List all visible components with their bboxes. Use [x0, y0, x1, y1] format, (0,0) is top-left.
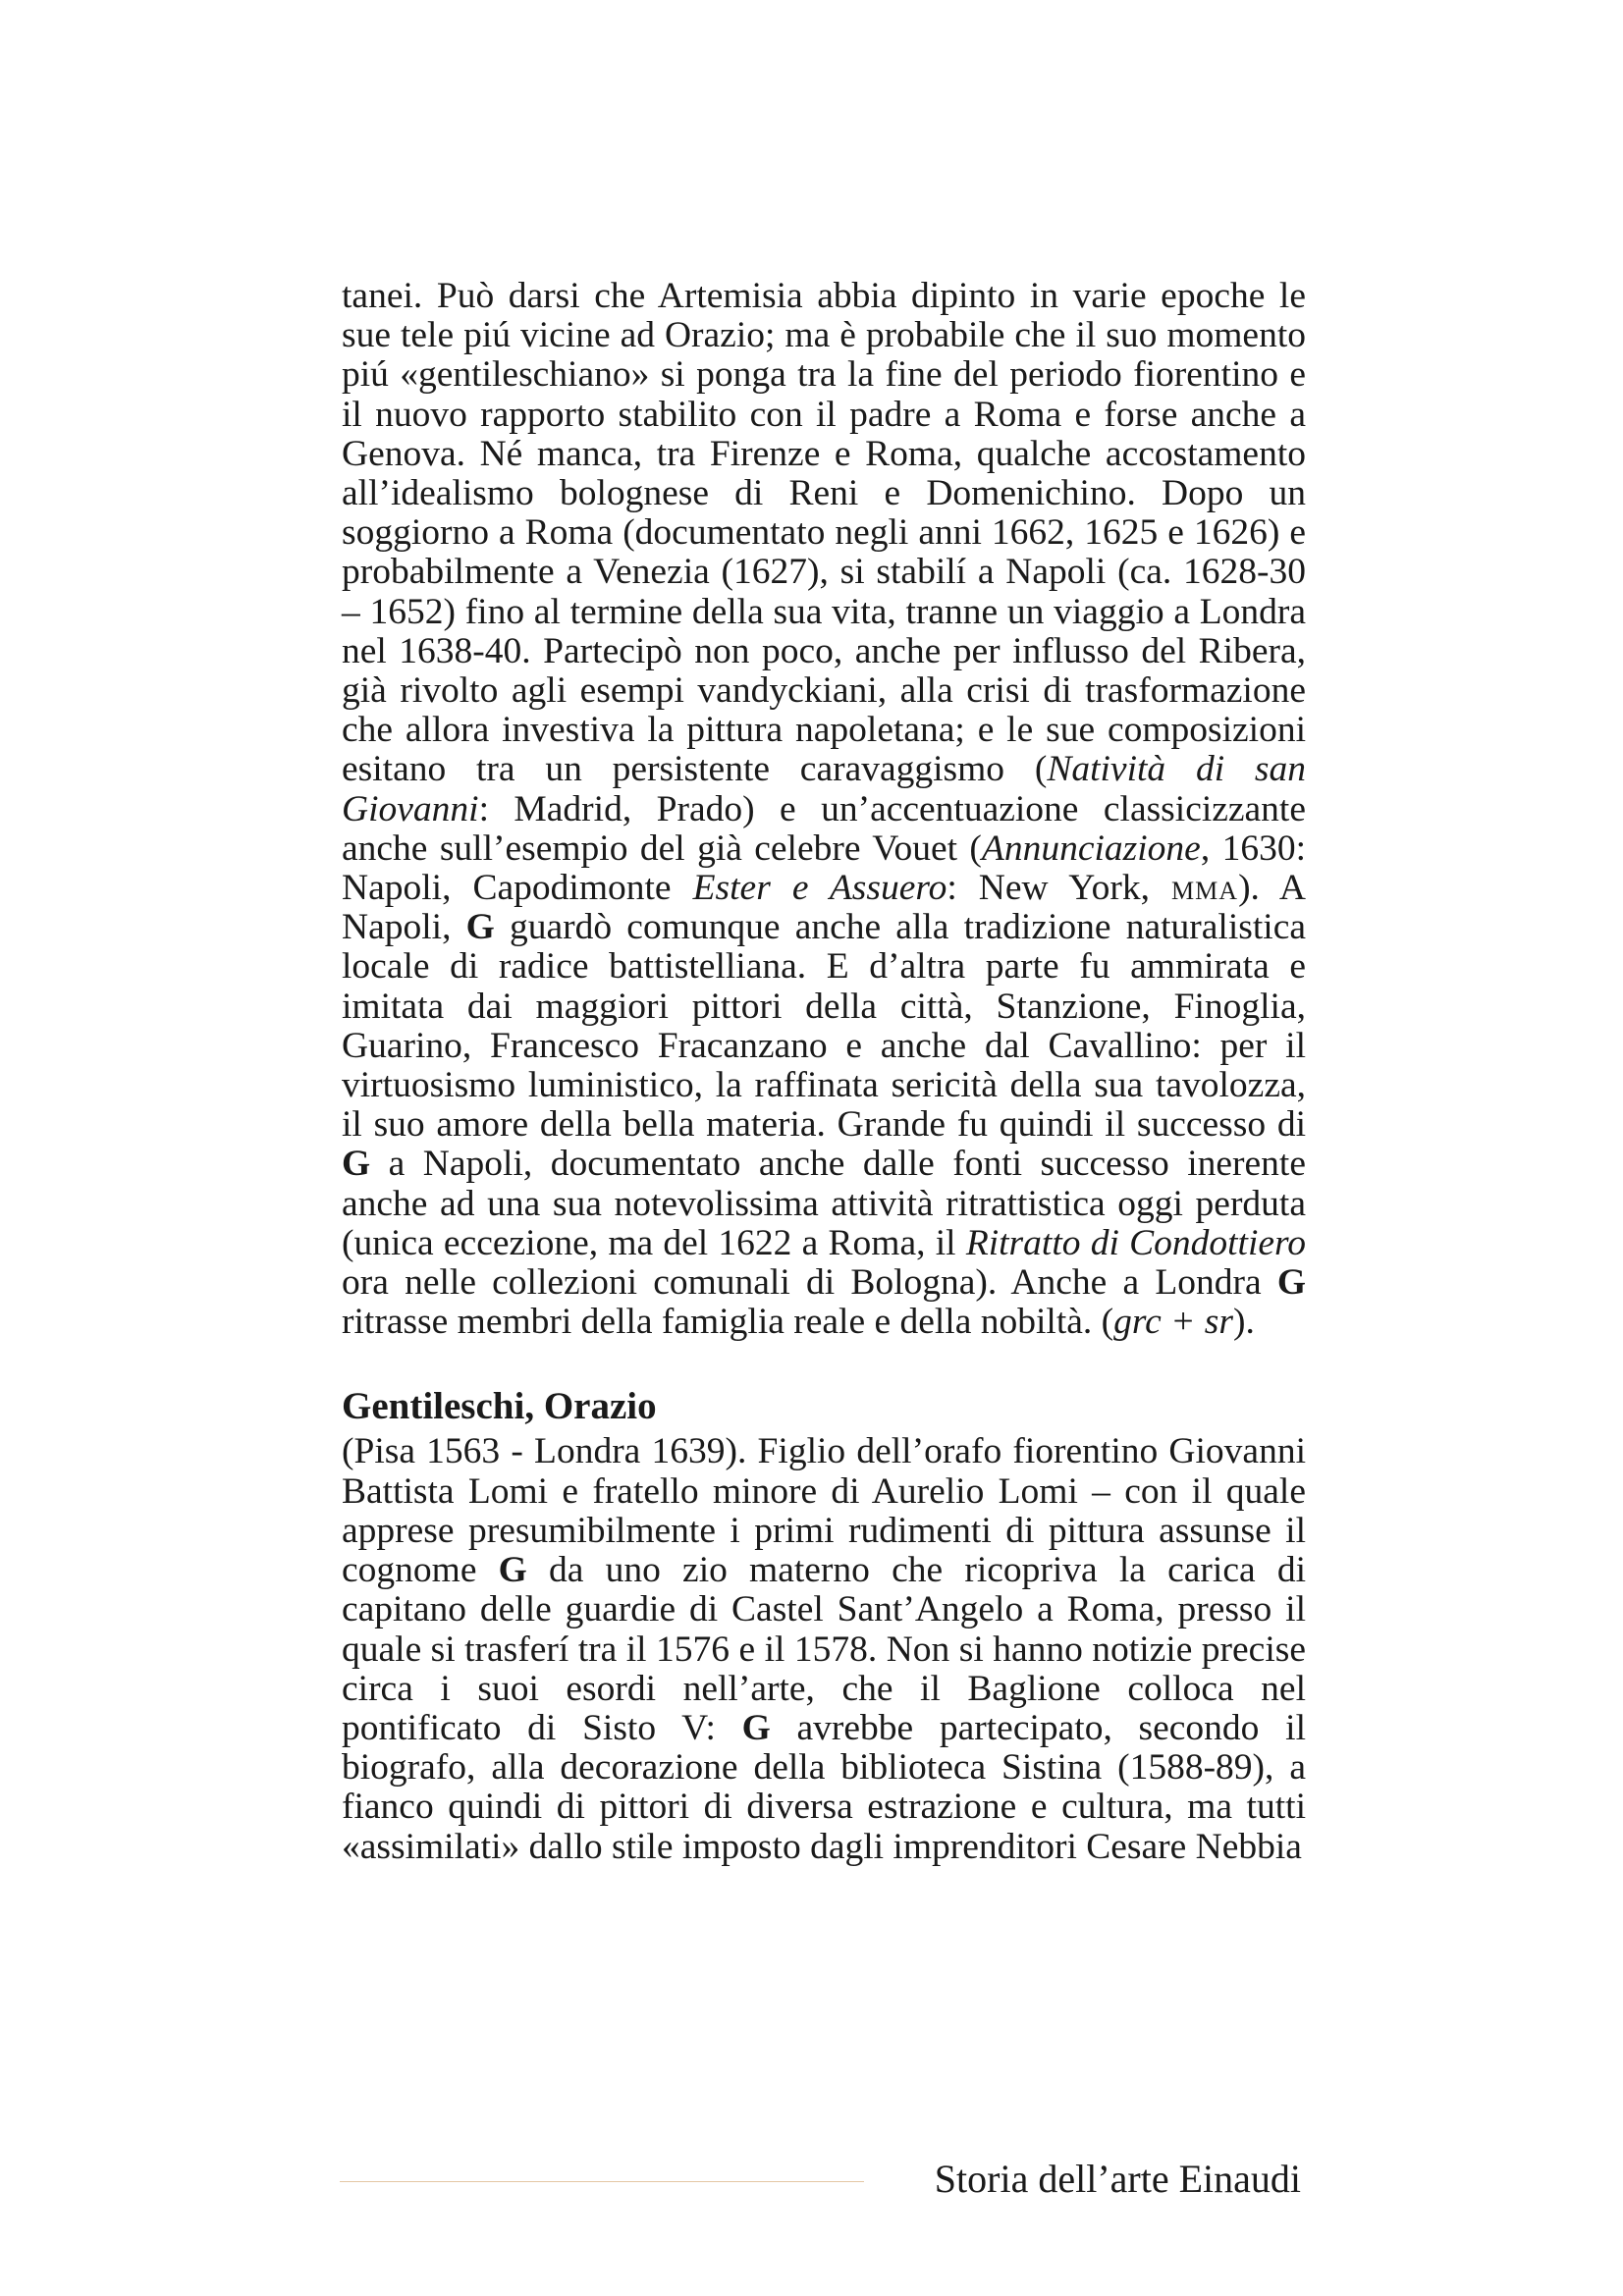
text-run: : New York, — [947, 868, 1172, 909]
artwork-title: Ester e Assuero — [692, 868, 947, 909]
text-run: a Napoli, documentato anche dalle fonti successo inerente anche ad una sua notevolissima attività ritrattistica oggi perduta (unica eccezione, ma del 1622 a Roma, il — [342, 1144, 1306, 1263]
subject-initial: G — [741, 1707, 771, 1748]
artwork-title: Natività di san Giovanni — [342, 749, 1307, 829]
footer-rule — [340, 2181, 864, 2182]
museum-abbreviation: mma — [1171, 868, 1239, 909]
artwork-title: Ritratto di Condottiero — [965, 1222, 1306, 1263]
text-run: (Pisa 1563 - Londra 1639). Figlio dell’orafo fiorentino Giovanni Battista Lomi e fratello minore di Aurelio Lomi – con il quale apprese presumibilmente i primi rudimenti di pittura assunse il cognome — [342, 1431, 1306, 1591]
text-run: guardò comunque anche alla tradizione naturalistica locale di radice battistelliana. E d’altra parte fu ammirata e imitata dai maggiori pittori della città, Stanzione, Finoglia, Guarino, Francesco Fracanzano e anche dal Cavallino: per il virtuosismo luministico, la raffinata sericità della sua tavolozza, il suo amore della bella materia. Grande fu quindi il successo di — [342, 907, 1306, 1146]
page-body — [342, 277, 1306, 1867]
subject-initial: G — [1276, 1262, 1306, 1304]
text-run: ora nelle collezioni comunali di Bologna). Anche a Londra — [342, 1262, 1277, 1304]
footer-publication-title: Storia dell’arte Einaudi — [934, 2157, 1301, 2201]
entry-heading: Gentileschi, Orazio — [342, 1385, 657, 1428]
text-run: ). — [1232, 1302, 1255, 1343]
entry-paragraph — [342, 1432, 1306, 1866]
text-run: da uno zio materno che ricopriva la carica di capitano delle guardie di Castel Sant’Angelo a Roma, presso il quale si trasferí tra il 1576 e il 1578. Non si hanno notizie precise circa i suoi esordi nell’arte, che il Baglione colloca nel pontificato di Sisto V: — [342, 1550, 1306, 1748]
text-run: tanei. Può darsi che Artemisia abbia dipinto in varie epoche le sue tele piú vicine ad Orazio; ma è probabile che il suo momento piú «gentileschiano» si ponga tra la fine del periodo fiorentino e il nuovo rapporto stabilito con il padre a Roma e forse anche a Genova. Né manca, tra Firenze e Roma, qualche accostamento all’idealismo bolognese di Reni e Domenichino. Dopo un soggiorno a Roma (documentato negli anni 1662, 1625 e 1626) e probabilmente a Venezia (1627), si stabilí a Napoli (ca. 1628-30 – 1652) fino al termine della sua vita, tranne un viaggio a Londra nel 1638-40. Partecipò non poco, anche per influsso del Ribera, già rivolto agli esempi vandyckiani, alla crisi di trasformazione che allora investiva la pittura napoletana; e le sue composizioni esitano tra un persistente caravaggismo ( — [342, 276, 1306, 790]
text-run: , 1630: Napoli, Capodimonte — [342, 828, 1306, 909]
continued-entry-paragraph — [342, 277, 1306, 1342]
text-run: ritrasse membri della famiglia reale e della nobiltà. ( — [342, 1302, 1114, 1343]
subject-initial: G — [465, 907, 495, 948]
text-run: ). A Napoli, — [342, 868, 1306, 948]
subject-initial: G — [342, 1144, 371, 1185]
subject-initial: G — [498, 1550, 527, 1591]
text-run: avrebbe partecipato, secondo il biografo, alla decorazione della biblioteca Sistina (1588-89), a fianco quindi di pittori di diversa estrazione e cultura, ma tutti «assimilati» dallo stile imposto dagli imprenditori Cesare Nebbia — [342, 1707, 1306, 1867]
text-run: : Madrid, Prado) e un’accentuazione classicizzante anche sull’esempio del già celebre Vouet ( — [342, 788, 1306, 869]
artwork-title: Annunciazione — [981, 828, 1201, 869]
author-initials: grc + sr — [1113, 1302, 1233, 1343]
